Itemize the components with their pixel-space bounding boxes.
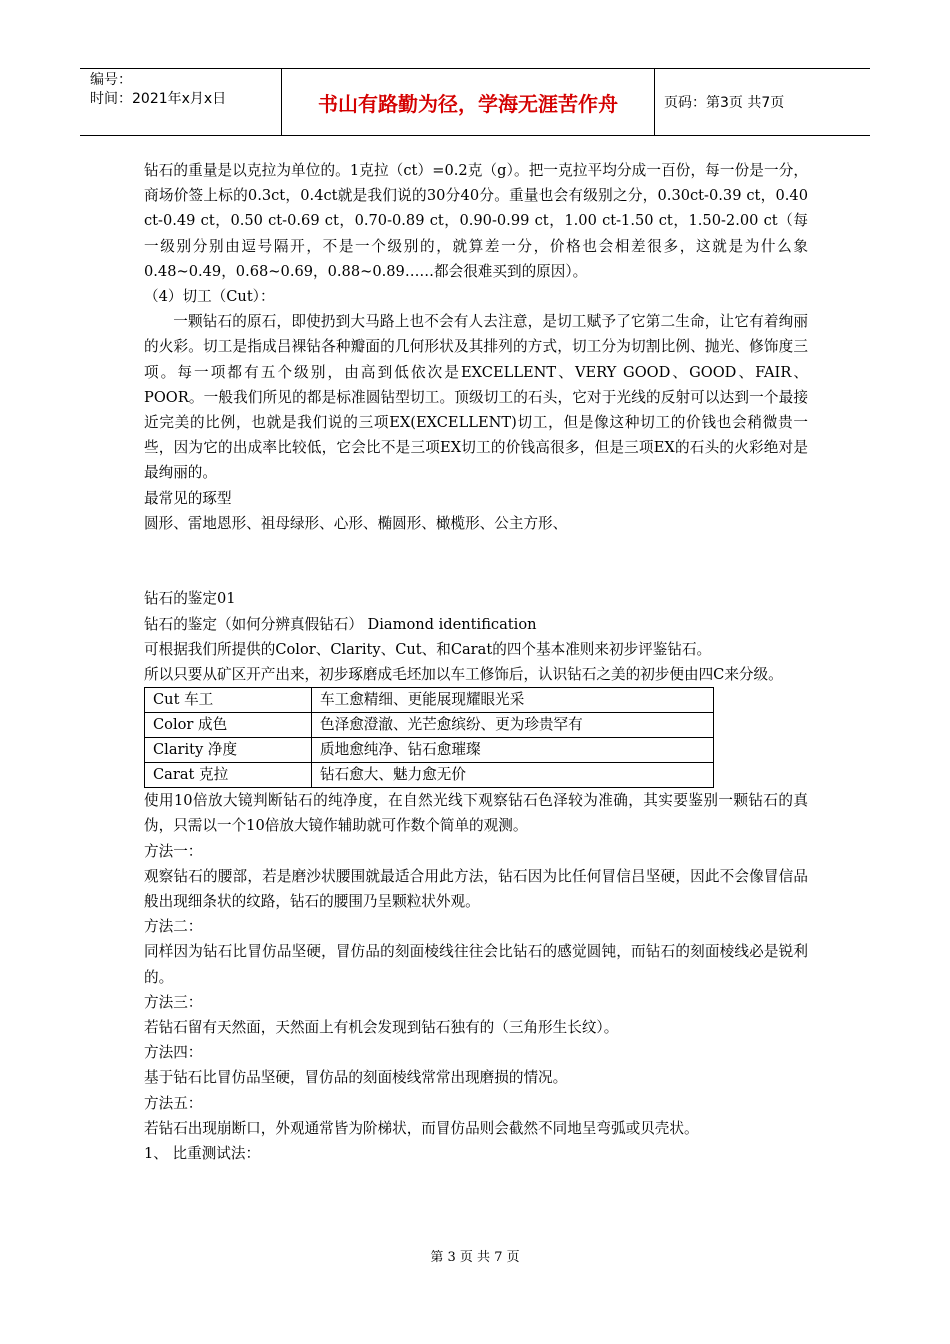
table-row (145, 763, 714, 788)
method-3-title: 方法三： (144, 993, 203, 1011)
loupe-paragraph: 使用10倍放大镜判断钻石的纯净度，在自然光线下观察钻石色泽较为准确，其实要鉴别一颗钻石的真伪，只需以一个10倍放大镜作辅助就可作数个简单的观测。 (144, 792, 808, 835)
document-date: 时间：2021年x月x日 (90, 91, 227, 107)
identification-title: 钻石的鉴定01 (144, 590, 236, 608)
identification-paragraph-1: 可根据我们所提供的Color、Clarity、Cut、和Carat的四个基本准则来初步评鉴钻石。 (144, 640, 712, 658)
header-meta (80, 69, 282, 135)
table-row (145, 688, 714, 713)
gravity-test-heading: 1、 比重测试法： (144, 1145, 261, 1163)
shapes-heading: 最常见的琢型 (144, 489, 232, 507)
table-cell: 钻石愈大、魅力愈无价 (312, 763, 714, 788)
table-row (145, 713, 714, 738)
header-motto: 书山有路勤为径，学海无涯苦作舟 (282, 69, 655, 135)
four-c-table (144, 687, 714, 788)
method-2-text: 同样因为钻石比冒仿品坚硬，冒仿品的刻面棱线往往会比钻石的感觉圆钝，而钻石的刻面棱线必是锐利的。 (144, 943, 808, 986)
page-header (80, 68, 870, 136)
cut-heading: （4）切工（Cut）： (144, 288, 275, 306)
table-cell: Cut 车工 (145, 688, 312, 713)
header-page-number: 页码：第3页 共7页 (664, 95, 785, 111)
table-row (145, 738, 714, 763)
method-1-text: 观察钻石的腰部，若是磨沙状腰围就最适合用此方法，钻石因为比任何冒信吕坚硬，因此不会像冒信品般出现细条状的纹路，钻石的腰围乃呈颗粒状外观。 (144, 867, 808, 911)
method-4-text: 基于钻石比冒仿品坚硬，冒仿品的刻面棱线常常出现磨损的情况。 (144, 1069, 568, 1087)
table-cell: Clarity 净度 (145, 738, 312, 763)
table-cell: Carat 克拉 (145, 763, 312, 788)
method-5-title: 方法五： (144, 1094, 203, 1112)
identification-subtitle: 钻石的鉴定（如何分辨真假钻石） Diamond identification (144, 615, 537, 633)
shapes-list: 圆形、雷地恩形、祖母绿形、心形、椭圆形、橄榄形、公主方形、 (144, 514, 568, 532)
method-1-title: 方法一： (144, 842, 203, 860)
document-body (144, 158, 808, 1166)
method-2-title: 方法二： (144, 918, 203, 936)
page-footer: 第 3 页 共 7 页 (430, 1250, 520, 1265)
table-cell: 质地愈纯净、钻石愈璀璨 (312, 738, 714, 763)
identification-paragraph-2: 所以只要从矿区开产出来，初步琢磨成毛坯加以车工修饰后，认识钻石之美的初步便由四C来分级。 (144, 666, 783, 684)
cut-paragraph: 一颗钻石的原石，即使扔到大马路上也不会有人去注意，是切工赋予了它第二生命，让它有着绚丽的火彩。切工是指成吕裸钻各种瓣面的几何形状及其排列的方式，切工分为切割比例、抛光、修饰度三项。每一项都有五个级别，由高到低依次是EXCELLENT、VERY GOOD、GOOD、FAIR、POOR。一般我们所见的都是标准圆钻型切工。顶级切工的石头，它对于光线的反射可以达到一个最接近完美的比例，也就是我们说的三项EX(EXCELLENT)切工，但是像这种切工的价钱也会稍微贵一些，因为它的出成率比较低，它会比不是三项EX切工的价钱高很多，但是三项EX的石头的火彩绝对是最绚丽的。 (144, 313, 808, 482)
table-cell: 车工愈精细、更能展现耀眼光采 (312, 688, 714, 713)
table-cell: Color 成色 (145, 713, 312, 738)
weight-paragraph: 钻石的重量是以克拉为单位的。1克拉（ct）=0.2克（g）。把一克拉平均分成一百份，每一份是一分，商场价签上标的0.3ct，0.4ct就是我们说的30分40分。重量也会有级别之分，0.30ct-0.39 ct，0.40 ct-0.49 ct，0.50 ct-0.69 ct，0.70-0.89 ct，0.90-0.99 ct，1.00 ct-1.50 ct，1.50-2.00 ct（每一级别分别由逗号隔开，不是一个级别的，就算差一分，价格也会相差很多，这就是为什么象0.48~0.49，0.68~0.69，0.88~0.89……都会很难买到的原因）。 (144, 162, 808, 280)
blank-space (144, 536, 808, 586)
document-number-label: 编号： (90, 72, 132, 88)
method-3-text: 若钻石留有天然面，天然面上有机会发现到钻石独有的（三角形生长纹）。 (144, 1019, 619, 1037)
method-4-title: 方法四： (144, 1044, 203, 1062)
table-cell: 色泽愈澄澈、光芒愈缤纷、更为珍贵罕有 (312, 713, 714, 738)
method-5-text: 若钻石出现崩断口，外观通常皆为阶梯状，而冒仿品则会截然不同地呈弯弧或贝壳状。 (144, 1119, 699, 1137)
